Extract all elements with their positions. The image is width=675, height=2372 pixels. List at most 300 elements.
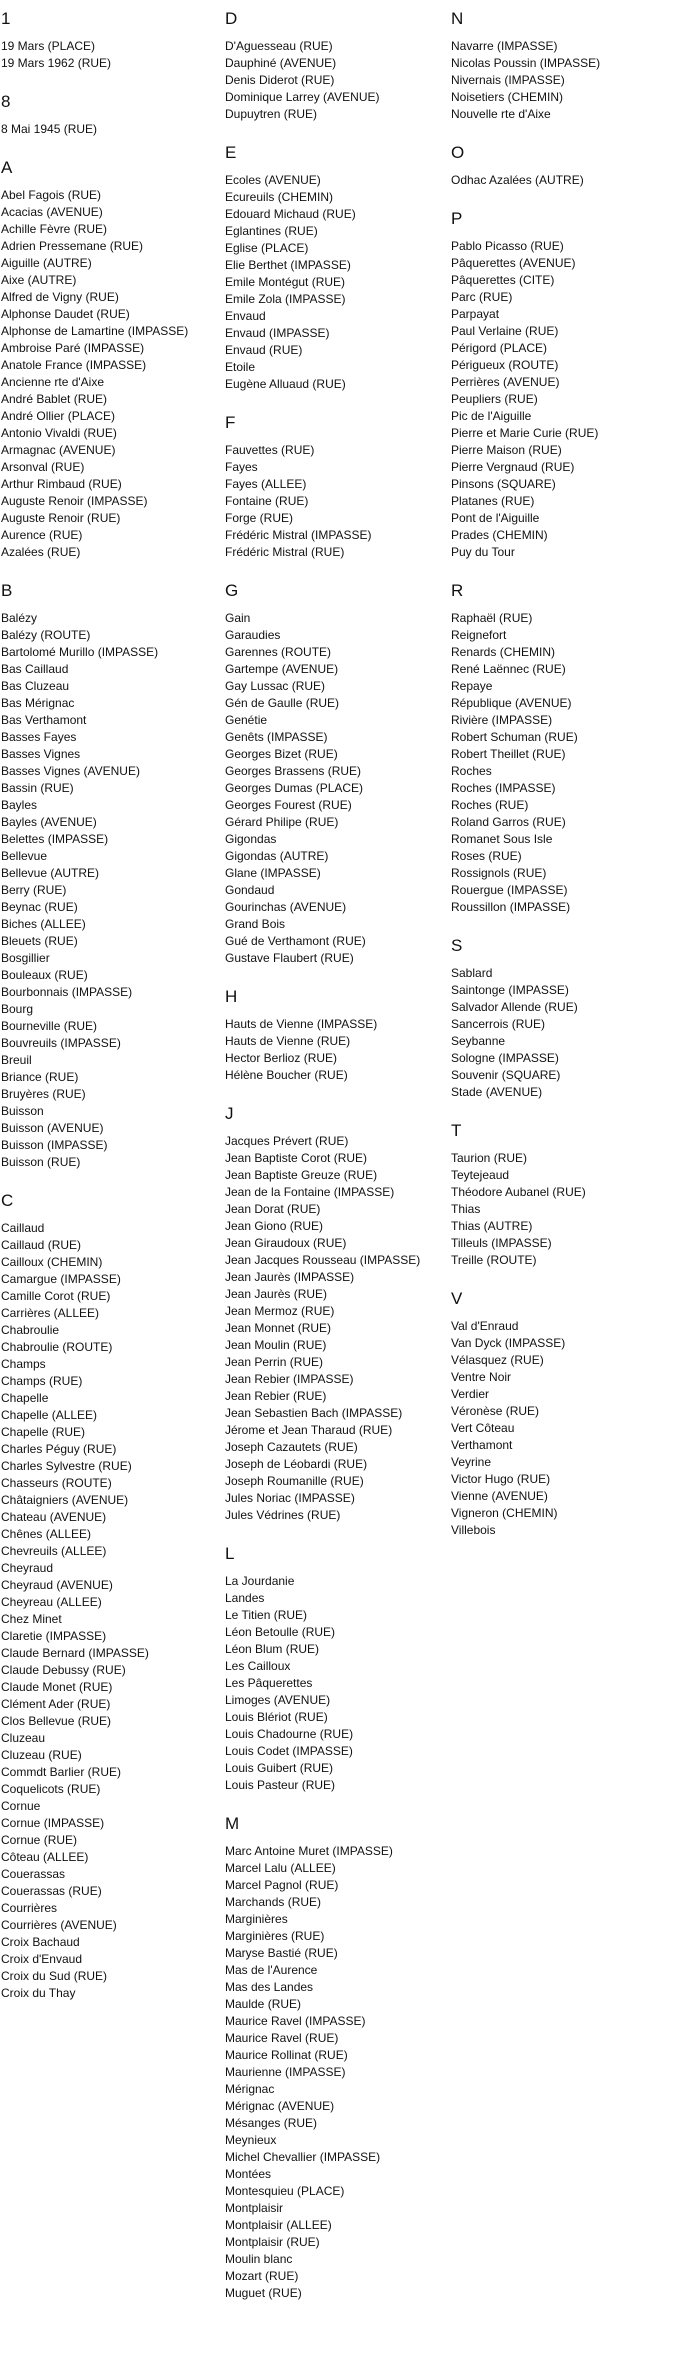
section-letter-heading: C bbox=[1, 1191, 14, 1210]
street-link[interactable]: Montplaisir bbox=[225, 2201, 284, 2215]
street-link[interactable]: Théodore Aubanel (RUE) bbox=[451, 1185, 586, 1199]
street-link[interactable]: Thias (AUTRE) bbox=[451, 1219, 533, 1233]
street-link[interactable]: Meynieux bbox=[225, 2133, 277, 2147]
street-link[interactable]: Forge (RUE) bbox=[225, 511, 294, 525]
street-link[interactable]: Parc (RUE) bbox=[451, 290, 513, 304]
street-link[interactable]: Van Dyck (IMPASSE) bbox=[451, 1336, 566, 1350]
street-link[interactable]: Envaud (IMPASSE) bbox=[225, 326, 330, 340]
street-link[interactable]: Buisson bbox=[1, 1104, 44, 1118]
street-link[interactable]: Mozart (RUE) bbox=[225, 2269, 299, 2283]
street-link[interactable]: Parpayat bbox=[451, 307, 500, 321]
street-link[interactable]: Frédéric Mistral (IMPASSE) bbox=[225, 528, 372, 542]
street-link[interactable]: Vigneron (CHEMIN) bbox=[451, 1506, 558, 1520]
street-link[interactable]: Mésanges (RUE) bbox=[225, 2116, 318, 2130]
street-link[interactable]: Buisson (AVENUE) bbox=[1, 1121, 104, 1135]
street-link[interactable]: Cornue (IMPASSE) bbox=[1, 1816, 105, 1830]
street-link[interactable]: Croix du Sud (RUE) bbox=[1, 1969, 108, 1983]
street-link[interactable]: Jean Monnet (RUE) bbox=[225, 1321, 332, 1335]
street-link[interactable]: Grand Bois bbox=[225, 917, 286, 931]
street-link[interactable]: Bas Verthamont bbox=[1, 713, 87, 727]
street-link[interactable]: Maurice Rollinat (RUE) bbox=[225, 2048, 348, 2062]
street-link[interactable]: Claretie (IMPASSE) bbox=[1, 1629, 107, 1643]
street-link[interactable]: Caillaud (RUE) bbox=[1, 1238, 82, 1252]
street-link[interactable]: Alphonse Daudet (RUE) bbox=[1, 307, 130, 321]
street-link[interactable]: Salvador Allende (RUE) bbox=[451, 1000, 578, 1014]
street-link[interactable]: Gay Lussac (RUE) bbox=[225, 679, 326, 693]
street-link[interactable]: Joseph Roumanille (RUE) bbox=[225, 1474, 364, 1488]
street-link[interactable]: Les Pâquerettes bbox=[225, 1676, 313, 1690]
section-letter-heading: H bbox=[225, 987, 238, 1006]
street-link[interactable]: Roches (IMPASSE) bbox=[451, 781, 556, 795]
street-link[interactable]: Stade (AVENUE) bbox=[451, 1085, 543, 1099]
street-link[interactable]: René Laënnec (RUE) bbox=[451, 662, 566, 676]
street-link[interactable]: Aixe (AUTRE) bbox=[1, 273, 77, 287]
street-link[interactable]: Ancienne rte d'Aixe bbox=[1, 375, 105, 389]
street-link[interactable]: Reignefort bbox=[451, 628, 507, 642]
section-a bbox=[1, 157, 221, 580]
street-link[interactable]: Gain bbox=[225, 611, 251, 625]
street-link[interactable]: Jean Giono (RUE) bbox=[225, 1219, 324, 1233]
street-link[interactable]: Georges Bizet (RUE) bbox=[225, 747, 338, 761]
street-link[interactable]: Roches bbox=[451, 764, 492, 778]
street-link[interactable]: Marcel Lalu (ALLEE) bbox=[225, 1861, 336, 1875]
street-link[interactable]: Basses Fayes bbox=[1, 730, 77, 744]
street-link[interactable]: Gigondas (AUTRE) bbox=[225, 849, 329, 863]
street-link[interactable]: Ambroise Paré (IMPASSE) bbox=[1, 341, 145, 355]
street-link[interactable]: Vienne (AVENUE) bbox=[451, 1489, 548, 1503]
street-link[interactable]: Cornue (RUE) bbox=[1, 1833, 78, 1847]
street-link[interactable]: Alphonse de Lamartine (IMPASSE) bbox=[1, 324, 189, 338]
street-link[interactable]: Charles Sylvestre (RUE) bbox=[1, 1459, 132, 1473]
street-link[interactable]: Jean Giraudoux (RUE) bbox=[225, 1236, 347, 1250]
street-link[interactable]: Joseph Cazautets (RUE) bbox=[225, 1440, 358, 1454]
street-link[interactable]: Champs (RUE) bbox=[1, 1374, 83, 1388]
street-link[interactable]: Balézy (ROUTE) bbox=[1, 628, 91, 642]
street-link[interactable]: Bellevue (AUTRE) bbox=[1, 866, 100, 880]
street-link[interactable]: Beynac (RUE) bbox=[1, 900, 78, 914]
street-link[interactable]: Léon Blum (RUE) bbox=[225, 1642, 320, 1656]
street-link[interactable]: Jean Baptiste Corot (RUE) bbox=[225, 1151, 368, 1165]
street-link[interactable]: Arsonval (RUE) bbox=[1, 460, 85, 474]
street-link[interactable]: La Jourdanie bbox=[225, 1574, 295, 1588]
street-link[interactable]: Envaud (RUE) bbox=[225, 343, 303, 357]
street-link[interactable]: Gigondas bbox=[225, 832, 277, 846]
street-link[interactable]: Louis Codet (IMPASSE) bbox=[225, 1744, 353, 1758]
street-list bbox=[1, 1220, 221, 2002]
street-link[interactable]: Saintonge (IMPASSE) bbox=[451, 983, 569, 997]
street-link[interactable]: Peupliers (RUE) bbox=[451, 392, 538, 406]
street-link[interactable]: Chapelle (ALLEE) bbox=[1, 1408, 98, 1422]
street-link[interactable]: Souvenir (SQUARE) bbox=[451, 1068, 561, 1082]
street-link[interactable]: Georges Fourest (RUE) bbox=[225, 798, 352, 812]
section-letter-heading: E bbox=[225, 143, 237, 162]
street-link[interactable]: Eugène Alluaud (RUE) bbox=[225, 377, 346, 391]
street-link[interactable]: Etoile bbox=[225, 360, 256, 374]
street-link[interactable]: Gérard Philipe (RUE) bbox=[225, 815, 339, 829]
street-link[interactable]: Biches (ALLEE) bbox=[1, 917, 86, 931]
street-link[interactable]: Ecureuils (CHEMIN) bbox=[225, 190, 334, 204]
street-link[interactable]: Romanet Sous Isle bbox=[451, 832, 553, 846]
street-link[interactable]: Pâquerettes (CITE) bbox=[451, 273, 555, 287]
street-link[interactable]: Auguste Renoir (RUE) bbox=[1, 511, 121, 525]
street-link[interactable]: Chasseurs (ROUTE) bbox=[1, 1476, 112, 1490]
street-link[interactable]: Mérignac (AVENUE) bbox=[225, 2099, 335, 2113]
street-link[interactable]: Roches (RUE) bbox=[451, 798, 529, 812]
street-link[interactable]: Pierre Vergnaud (RUE) bbox=[451, 460, 575, 474]
street-link[interactable]: Louis Guibert (RUE) bbox=[225, 1761, 334, 1775]
street-link[interactable]: Coquelicots (RUE) bbox=[1, 1782, 101, 1796]
street-link[interactable]: Dupuytren (RUE) bbox=[225, 107, 318, 121]
street-link[interactable]: Montplaisir (ALLEE) bbox=[225, 2218, 332, 2232]
street-link[interactable]: Mas de l'Aurence bbox=[225, 1963, 318, 1977]
street-link[interactable]: Eglantines (RUE) bbox=[225, 224, 318, 238]
street-link[interactable]: Camille Corot (RUE) bbox=[1, 1289, 111, 1303]
street-link[interactable]: Maurienne (IMPASSE) bbox=[225, 2065, 346, 2079]
street-link[interactable]: Breuil bbox=[1, 1053, 32, 1067]
street-link[interactable]: Bouleaux (RUE) bbox=[1, 968, 88, 982]
street-link[interactable]: Mas des Landes bbox=[225, 1980, 314, 1994]
street-link[interactable]: Gourinchas (AVENUE) bbox=[225, 900, 347, 914]
street-link[interactable]: Repaye bbox=[451, 679, 493, 693]
street-link[interactable]: Jean Sebastien Bach (IMPASSE) bbox=[225, 1406, 403, 1420]
street-link[interactable]: Gustave Flaubert (RUE) bbox=[225, 951, 354, 965]
street-link[interactable]: Balézy bbox=[1, 611, 38, 625]
street-link[interactable]: Belettes (IMPASSE) bbox=[1, 832, 109, 846]
street-link[interactable]: Jean Perrin (RUE) bbox=[225, 1355, 324, 1369]
street-link[interactable]: Bourneville (RUE) bbox=[1, 1019, 98, 1033]
street-link[interactable]: Champs bbox=[1, 1357, 46, 1371]
street-list bbox=[225, 172, 445, 393]
street-link[interactable]: Les Cailloux bbox=[225, 1659, 291, 1673]
street-link[interactable]: Envaud bbox=[225, 309, 266, 323]
street-link[interactable]: Ecoles (AVENUE) bbox=[225, 173, 321, 187]
street-link[interactable]: Véronèse (RUE) bbox=[451, 1404, 540, 1418]
street-link[interactable]: Verthamont bbox=[451, 1438, 513, 1452]
street-link[interactable]: Claude Monet (RUE) bbox=[1, 1680, 113, 1694]
street-link[interactable]: Bayles bbox=[1, 798, 38, 812]
street-link[interactable]: Pierre et Marie Curie (RUE) bbox=[451, 426, 599, 440]
street-link[interactable]: Louis Chadourne (RUE) bbox=[225, 1727, 354, 1741]
street-link[interactable]: Basses Vignes (AVENUE) bbox=[1, 764, 140, 778]
street-link[interactable]: Pâquerettes (AVENUE) bbox=[451, 256, 576, 270]
street-link[interactable]: Bassin (RUE) bbox=[1, 781, 74, 795]
street-link[interactable]: Châtaigniers (AVENUE) bbox=[1, 1493, 129, 1507]
street-link[interactable]: Dominique Larrey (AVENUE) bbox=[225, 90, 380, 104]
street-link[interactable]: Camargue (IMPASSE) bbox=[1, 1272, 121, 1286]
street-link[interactable]: Chabroulie (ROUTE) bbox=[1, 1340, 113, 1354]
street-link[interactable]: Jean Rebier (IMPASSE) bbox=[225, 1372, 354, 1386]
street-link[interactable]: Anatole France (IMPASSE) bbox=[1, 358, 147, 372]
street-link[interactable]: Fayes bbox=[225, 460, 258, 474]
street-link[interactable]: Maurice Ravel (RUE) bbox=[225, 2031, 339, 2045]
street-link[interactable]: Claude Debussy (RUE) bbox=[1, 1663, 126, 1677]
street-link[interactable]: Cluzeau (RUE) bbox=[1, 1748, 82, 1762]
street-link[interactable]: D'Aguesseau (RUE) bbox=[225, 39, 333, 53]
street-link[interactable]: Vert Côteau bbox=[451, 1421, 515, 1435]
street-link[interactable]: Paul Verlaine (RUE) bbox=[451, 324, 559, 338]
street-link[interactable]: Jean Dorat (RUE) bbox=[225, 1202, 321, 1216]
street-link[interactable]: Cailloux (CHEMIN) bbox=[1, 1255, 103, 1269]
street-link[interactable]: Sologne (IMPASSE) bbox=[451, 1051, 559, 1065]
street-link[interactable]: Glane (IMPASSE) bbox=[225, 866, 321, 880]
street-link[interactable]: Cluzeau bbox=[1, 1731, 46, 1745]
street-link[interactable]: Maurice Ravel (IMPASSE) bbox=[225, 2014, 366, 2028]
street-link[interactable]: Caillaud bbox=[1, 1221, 45, 1235]
street-link[interactable]: Veyrine bbox=[451, 1455, 492, 1469]
street-link[interactable]: Puy du Tour bbox=[451, 545, 515, 559]
street-link[interactable]: Treille (ROUTE) bbox=[451, 1253, 537, 1267]
street-link[interactable]: 19 Mars (PLACE) bbox=[1, 39, 96, 53]
street-link[interactable]: Tilleuls (IMPASSE) bbox=[451, 1236, 552, 1250]
street-link[interactable]: Moulin blanc bbox=[225, 2252, 293, 2266]
street-link[interactable]: Bouvreuils (IMPASSE) bbox=[1, 1036, 121, 1050]
street-link[interactable]: Bayles (AVENUE) bbox=[1, 815, 97, 829]
street-link[interactable]: Chapelle (RUE) bbox=[1, 1425, 86, 1439]
street-link[interactable]: Côteau (ALLEE) bbox=[1, 1850, 89, 1864]
street-link[interactable]: Marginières bbox=[225, 1912, 288, 1926]
street-link[interactable]: Montplaisir (RUE) bbox=[225, 2235, 320, 2249]
street-link[interactable]: Courrières (AVENUE) bbox=[1, 1918, 117, 1932]
street-link[interactable]: Pont de l'Aiguille bbox=[451, 511, 540, 525]
street-link[interactable]: Bartolomé Murillo (IMPASSE) bbox=[1, 645, 159, 659]
street-link[interactable]: Muguet (RUE) bbox=[225, 2286, 302, 2300]
street-link[interactable]: Joseph de Léobardi (RUE) bbox=[225, 1457, 368, 1471]
street-link[interactable]: Emile Zola (IMPASSE) bbox=[225, 292, 346, 306]
street-link[interactable]: Gondaud bbox=[225, 883, 275, 897]
street-link[interactable]: Jean Jacques Rousseau (IMPASSE) bbox=[225, 1253, 421, 1267]
street-link[interactable]: Bleuets (RUE) bbox=[1, 934, 78, 948]
street-link[interactable]: Chez Minet bbox=[1, 1612, 62, 1626]
street-link[interactable]: Michel Chevallier (IMPASSE) bbox=[225, 2150, 381, 2164]
street-link[interactable]: Bourbonnais (IMPASSE) bbox=[1, 985, 133, 999]
street-link[interactable]: Villebois bbox=[451, 1523, 496, 1537]
street-link[interactable]: Frédéric Mistral (RUE) bbox=[225, 545, 345, 559]
section-letter-heading: P bbox=[451, 209, 463, 228]
street-link[interactable]: Azalées (RUE) bbox=[1, 545, 81, 559]
street-link[interactable]: Taurion (RUE) bbox=[451, 1151, 528, 1165]
street-link[interactable]: Perrières (AVENUE) bbox=[451, 375, 560, 389]
street-link[interactable]: Briance (RUE) bbox=[1, 1070, 79, 1084]
street-link[interactable]: Gué de Verthamont (RUE) bbox=[225, 934, 366, 948]
street-link[interactable]: Genétie bbox=[225, 713, 268, 727]
street-list bbox=[1, 38, 221, 72]
section-letter-heading: V bbox=[451, 1289, 463, 1308]
street-link[interactable]: Garaudies bbox=[225, 628, 281, 642]
street-link[interactable]: Couerassas (RUE) bbox=[1, 1884, 102, 1898]
street-link[interactable]: Garennes (ROUTE) bbox=[225, 645, 332, 659]
street-link[interactable]: Berry (RUE) bbox=[1, 883, 67, 897]
street-link[interactable]: Clément Ader (RUE) bbox=[1, 1697, 111, 1711]
street-link[interactable]: Gén de Gaulle (RUE) bbox=[225, 696, 340, 710]
street-link[interactable]: Louis Blériot (RUE) bbox=[225, 1710, 328, 1724]
street-link[interactable]: Charles Péguy (RUE) bbox=[1, 1442, 117, 1456]
street-link[interactable]: Chênes (ALLEE) bbox=[1, 1527, 92, 1541]
street-link[interactable]: Basses Vignes bbox=[1, 747, 81, 761]
street-link[interactable]: Elie Berthet (IMPASSE) bbox=[225, 258, 351, 272]
street-link[interactable]: Carrières (ALLEE) bbox=[1, 1306, 100, 1320]
street-link[interactable]: Pic de l'Aiguille bbox=[451, 409, 532, 423]
street-link[interactable]: Commdt Barlier (RUE) bbox=[1, 1765, 122, 1779]
street-link[interactable]: Navarre (IMPASSE) bbox=[451, 39, 558, 53]
street-link[interactable]: Fayes (ALLEE) bbox=[225, 477, 307, 491]
street-link[interactable]: Jean Mermoz (RUE) bbox=[225, 1304, 335, 1318]
street-link[interactable]: Jean Rebier (RUE) bbox=[225, 1389, 327, 1403]
street-link[interactable]: République (AVENUE) bbox=[451, 696, 572, 710]
street-link[interactable]: Bas Caillaud bbox=[1, 662, 69, 676]
street-link[interactable]: Claude Bernard (IMPASSE) bbox=[1, 1646, 149, 1660]
street-link[interactable]: Montesquieu (PLACE) bbox=[225, 2184, 345, 2198]
street-link[interactable]: Acacias (AVENUE) bbox=[1, 205, 103, 219]
street-link[interactable]: 19 Mars 1962 (RUE) bbox=[1, 56, 112, 70]
street-link[interactable]: Robert Schuman (RUE) bbox=[451, 730, 578, 744]
street-link[interactable]: Odhac Azalées (AUTRE) bbox=[451, 173, 584, 187]
street-link[interactable]: Bellevue bbox=[1, 849, 48, 863]
street-link[interactable]: Courrières bbox=[1, 1901, 58, 1915]
street-link[interactable]: Jean de la Fontaine (IMPASSE) bbox=[225, 1185, 395, 1199]
street-link[interactable]: Jean Baptiste Greuze (RUE) bbox=[225, 1168, 378, 1182]
street-link[interactable]: Sablard bbox=[451, 966, 493, 980]
street-link[interactable]: Bourg bbox=[1, 1002, 34, 1016]
street-link[interactable]: Montées bbox=[225, 2167, 272, 2181]
street-link[interactable]: Hauts de Vienne (RUE) bbox=[225, 1034, 351, 1048]
street-link[interactable]: Auguste Renoir (IMPASSE) bbox=[1, 494, 148, 508]
street-link[interactable]: Achille Fèvre (RUE) bbox=[1, 222, 108, 236]
street-link[interactable]: Cheyraud bbox=[1, 1561, 54, 1575]
street-link[interactable]: Georges Dumas (PLACE) bbox=[225, 781, 364, 795]
section-f bbox=[225, 412, 445, 580]
street-link[interactable]: Périgord (PLACE) bbox=[451, 341, 548, 355]
street-link[interactable]: Emile Montégut (RUE) bbox=[225, 275, 346, 289]
street-link[interactable]: Teytejeaud bbox=[451, 1168, 510, 1182]
street-link[interactable]: Verdier bbox=[451, 1387, 490, 1401]
street-link[interactable]: Bas Cluzeau bbox=[1, 679, 70, 693]
street-link[interactable]: Fontaine (RUE) bbox=[225, 494, 309, 508]
street-link[interactable]: Val d'Enraud bbox=[451, 1319, 519, 1333]
street-link[interactable]: Mérignac bbox=[225, 2082, 275, 2096]
street-link[interactable]: Maulde (RUE) bbox=[225, 1997, 302, 2011]
street-link[interactable]: Roussillon (IMPASSE) bbox=[451, 900, 571, 914]
street-link[interactable]: Jean Jaurès (RUE) bbox=[225, 1287, 328, 1301]
street-link[interactable]: Nouvelle rte d'Aixe bbox=[451, 107, 551, 121]
street-link[interactable]: Jean Moulin (RUE) bbox=[225, 1338, 327, 1352]
street-link[interactable]: Marcel Pagnol (RUE) bbox=[225, 1878, 339, 1892]
street-link[interactable]: Chevreuils (ALLEE) bbox=[1, 1544, 107, 1558]
street-link[interactable]: Raphaël (RUE) bbox=[451, 611, 533, 625]
street-link[interactable]: Bas Mérignac bbox=[1, 696, 75, 710]
street-link[interactable]: Aurence (RUE) bbox=[1, 528, 83, 542]
street-link[interactable]: Rossignols (RUE) bbox=[451, 866, 547, 880]
street-link[interactable]: Chabroulie bbox=[1, 1323, 60, 1337]
street-link[interactable]: Le Titien (RUE) bbox=[225, 1608, 308, 1622]
street-link[interactable]: Jules Noriac (IMPASSE) bbox=[225, 1491, 355, 1505]
street-link[interactable]: Genêts (IMPASSE) bbox=[225, 730, 328, 744]
street-link[interactable]: Croix du Thay bbox=[1, 1986, 76, 2000]
street-link[interactable]: Jérome et Jean Tharaud (RUE) bbox=[225, 1423, 393, 1437]
street-link[interactable]: Léon Betoulle (RUE) bbox=[225, 1625, 336, 1639]
street-link[interactable]: Rivière (IMPASSE) bbox=[451, 713, 553, 727]
street-link[interactable]: Victor Hugo (RUE) bbox=[451, 1472, 551, 1486]
street-link[interactable]: Renards (CHEMIN) bbox=[451, 645, 556, 659]
street-link[interactable]: Cornue bbox=[1, 1799, 41, 1813]
street-link[interactable]: Noisetiers (CHEMIN) bbox=[451, 90, 564, 104]
street-link[interactable]: Eglise (PLACE) bbox=[225, 241, 309, 255]
street-link[interactable]: Jean Jaurès (IMPASSE) bbox=[225, 1270, 355, 1284]
street-link[interactable]: Dauphiné (AVENUE) bbox=[225, 56, 337, 70]
street-link[interactable]: Aiguille (AUTRE) bbox=[1, 256, 92, 270]
street-link[interactable]: Thias bbox=[451, 1202, 481, 1216]
street-link[interactable]: Jacques Prévert (RUE) bbox=[225, 1134, 349, 1148]
street-link[interactable]: Marginières (RUE) bbox=[225, 1929, 325, 1943]
street-link[interactable]: Périgueux (ROUTE) bbox=[451, 358, 559, 372]
street-link[interactable]: Couerassas bbox=[1, 1867, 66, 1881]
street-link[interactable]: Antonio Vivaldi (RUE) bbox=[1, 426, 117, 440]
street-link[interactable]: Cheyraud (AVENUE) bbox=[1, 1578, 113, 1592]
street-link[interactable]: Hélène Boucher (RUE) bbox=[225, 1068, 348, 1082]
street-link[interactable]: Edouard Michaud (RUE) bbox=[225, 207, 356, 221]
street-link[interactable]: Nivernais (IMPASSE) bbox=[451, 73, 565, 87]
street-link[interactable]: Georges Brassens (RUE) bbox=[225, 764, 362, 778]
street-link[interactable]: Nicolas Poussin (IMPASSE) bbox=[451, 56, 601, 70]
section-p bbox=[451, 208, 671, 580]
street-link[interactable]: Rouergue (IMPASSE) bbox=[451, 883, 568, 897]
street-link[interactable]: Buisson (IMPASSE) bbox=[1, 1138, 108, 1152]
street-link[interactable]: Adrien Pressemane (RUE) bbox=[1, 239, 144, 253]
street-link[interactable]: Roland Garros (RUE) bbox=[451, 815, 566, 829]
street-link[interactable]: Marchands (RUE) bbox=[225, 1895, 322, 1909]
street-link[interactable]: Prades (CHEMIN) bbox=[451, 528, 548, 542]
street-link[interactable]: Hector Berlioz (RUE) bbox=[225, 1051, 338, 1065]
street-link[interactable]: Seybanne bbox=[451, 1034, 506, 1048]
street-link[interactable]: Croix d'Envaud bbox=[1, 1952, 82, 1966]
street-link[interactable]: Denis Diderot (RUE) bbox=[225, 73, 335, 87]
street-link[interactable]: Chateau (AVENUE) bbox=[1, 1510, 107, 1524]
street-link[interactable]: Clos Bellevue (RUE) bbox=[1, 1714, 112, 1728]
street-link[interactable]: Pablo Picasso (RUE) bbox=[451, 239, 564, 253]
street-link[interactable]: Armagnac (AVENUE) bbox=[1, 443, 116, 457]
street-link[interactable]: Marc Antoine Muret (IMPASSE) bbox=[225, 1844, 393, 1858]
street-link[interactable]: Maryse Bastié (RUE) bbox=[225, 1946, 338, 1960]
street-link[interactable]: Louis Pasteur (RUE) bbox=[225, 1778, 336, 1792]
street-link[interactable]: Hauts de Vienne (IMPASSE) bbox=[225, 1017, 378, 1031]
street-link[interactable]: Jules Védrines (RUE) bbox=[225, 1508, 341, 1522]
street-link[interactable]: Cheyreau (ALLEE) bbox=[1, 1595, 102, 1609]
street-link[interactable]: Buisson (RUE) bbox=[1, 1155, 81, 1169]
street-link[interactable]: Limoges (AVENUE) bbox=[225, 1693, 331, 1707]
street-link[interactable]: Fauvettes (RUE) bbox=[225, 443, 315, 457]
street-link[interactable]: Vélasquez (RUE) bbox=[451, 1353, 544, 1367]
street-link[interactable]: Croix Bachaud bbox=[1, 1935, 80, 1949]
street-link[interactable]: Ventre Noir bbox=[451, 1370, 512, 1384]
street-link[interactable]: Bruyères (RUE) bbox=[1, 1087, 86, 1101]
street-link[interactable]: Pierre Maison (RUE) bbox=[451, 443, 562, 457]
street-link[interactable]: Pinsons (SQUARE) bbox=[451, 477, 556, 491]
street-link[interactable]: Arthur Rimbaud (RUE) bbox=[1, 477, 122, 491]
street-link[interactable]: André Ollier (PLACE) bbox=[1, 409, 116, 423]
street-link[interactable]: Roses (RUE) bbox=[451, 849, 522, 863]
street-link[interactable]: Sancerrois (RUE) bbox=[451, 1017, 546, 1031]
street-link[interactable]: Chapelle bbox=[1, 1391, 49, 1405]
street-link[interactable]: Abel Fagois (RUE) bbox=[1, 188, 102, 202]
street-link[interactable]: André Bablet (RUE) bbox=[1, 392, 108, 406]
street-link[interactable]: 8 Mai 1945 (RUE) bbox=[1, 122, 98, 136]
street-link[interactable]: Landes bbox=[225, 1591, 265, 1605]
street-link[interactable]: Bosgillier bbox=[1, 951, 50, 965]
street-link[interactable]: Platanes (RUE) bbox=[451, 494, 535, 508]
section-letter-heading: N bbox=[451, 9, 464, 28]
street-link[interactable]: Gartempe (AVENUE) bbox=[225, 662, 339, 676]
street-link[interactable]: Robert Theillet (RUE) bbox=[451, 747, 566, 761]
street-link[interactable]: Alfred de Vigny (RUE) bbox=[1, 290, 119, 304]
